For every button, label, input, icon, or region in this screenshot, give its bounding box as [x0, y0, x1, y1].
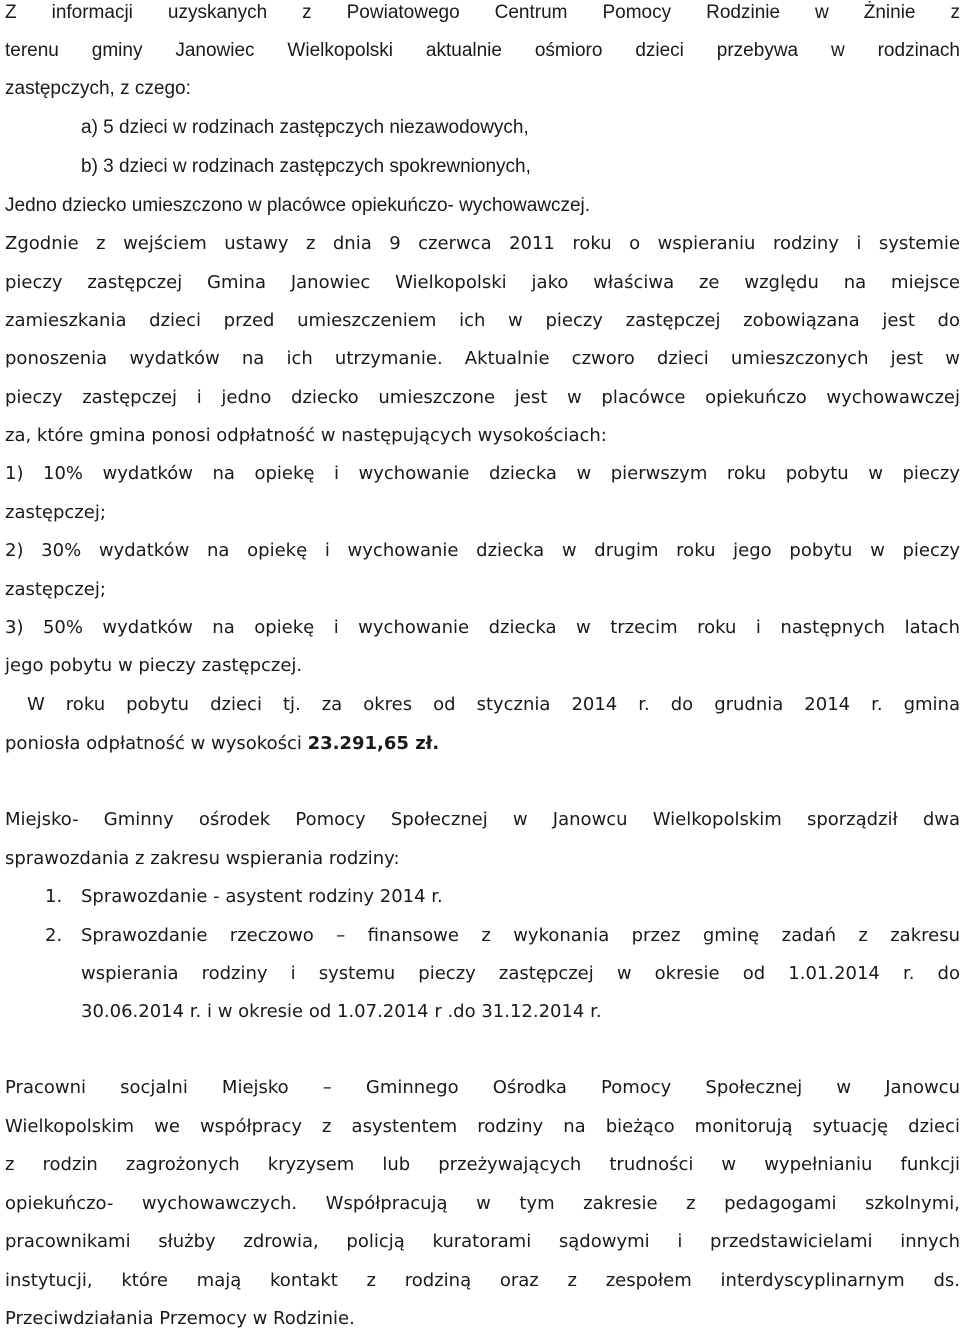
report-item-2-cont: wspierania rodziny i systemu pieczy zastępczej w okresie od 1.01.2014 r. do: [81, 963, 960, 984]
list-item-a: a) 5 dzieci w rodzinach zastępczych niezawodowych,: [81, 117, 529, 138]
paragraph-line: opiekuńczo- wychowawczych. Współpracują w tym zakresie z pedagogami szkolnymi,: [5, 1193, 960, 1214]
paragraph-line: zamieszkania dzieci przed umieszczeniem ich w pieczy zastępczej zobowiązana jest do: [5, 310, 960, 331]
paragraph-line: pracownikami służby zdrowia, policją kuratorami sądowymi i przedstawicielami innych: [5, 1231, 960, 1252]
paragraph-line: Wielkopolskim we współpracy z asystentem rodziny na bieżąco monitorują sytuację dzieci: [5, 1116, 960, 1137]
intro-line-3: zastępczych, z czego:: [5, 78, 191, 99]
paragraph-line: Przeciwdziałania Przemocy w Rodzinie.: [5, 1308, 355, 1329]
paragraph-line: pieczy zastępczej Gmina Janowiec Wielkopolski jako właściwa ze względu na miejsce: [5, 272, 960, 293]
list-item-1-cont: zastępczej;: [5, 502, 106, 523]
list-item-3-cont: jego pobytu w pieczy zastępczej.: [5, 655, 303, 676]
intro-line-2: terenu gminy Janowiec Wielkopolski aktualnie ośmioro dzieci przebywa w rodzinach: [5, 40, 960, 61]
list-item-2: 2) 30% wydatków na opiekę i wychowanie dziecka w drugim roku jego pobytu w pieczy: [5, 540, 960, 561]
intro-line-1: Z informacji uzyskanych z Powiatowego Centrum Pomocy Rodzinie w Żninie z: [5, 2, 960, 23]
paragraph-line: sprawozdania z zakresu wspierania rodziny:: [5, 848, 400, 869]
closing-line: Jedno dziecko umieszczono w placówce opiekuńczo- wychowawczej.: [5, 195, 591, 216]
numbered-marker-2: 2.: [45, 925, 63, 946]
summary-line-1: W roku pobytu dzieci tj. za okres od stycznia 2014 r. do grudnia 2014 r. gmina: [27, 694, 960, 715]
report-item-1: Sprawozdanie - asystent rodziny 2014 r.: [81, 886, 443, 907]
summary-amount: 23.291,65 zł.: [307, 733, 440, 754]
summary-line-2: [5, 733, 439, 754]
report-item-2-cont: 30.06.2014 r. i w okresie od 1.07.2014 r .do 31.12.2014 r.: [81, 1001, 602, 1022]
summary-prefix: poniosła odpłatność w wysokości: [5, 733, 308, 754]
paragraph-line: Miejsko- Gminny ośrodek Pomocy Społecznej w Janowcu Wielkopolskim sporządził dwa: [5, 809, 960, 830]
paragraph-line: z rodzin zagrożonych kryzysem lub przeżywających trudności w wypełnianiu funkcji: [5, 1154, 960, 1175]
paragraph-line: ponoszenia wydatków na ich utrzymanie. Aktualnie czworo dzieci umieszczonych jest w: [5, 348, 960, 369]
report-item-2: Sprawozdanie rzeczowo – finansowe z wykonania przez gminę zadań z zakresu: [81, 925, 960, 946]
paragraph-line: Pracowni socjalni Miejsko – Gminnego Ośrodka Pomocy Społecznej w Janowcu: [5, 1077, 960, 1098]
paragraph-line: pieczy zastępczej i jedno dziecko umieszczone jest w placówce opiekuńczo wychowawczej: [5, 387, 960, 408]
numbered-marker-1: 1.: [45, 886, 63, 907]
paragraph-line: Zgodnie z wejściem ustawy z dnia 9 czerwca 2011 roku o wspieraniu rodziny i systemie: [5, 233, 960, 254]
paragraph-line: instytucji, które mają kontakt z rodziną oraz z zespołem interdyscyplinarnym ds.: [5, 1270, 960, 1291]
list-item-2-cont: zastępczej;: [5, 579, 106, 600]
list-item-b: b) 3 dzieci w rodzinach zastępczych spokrewnionych,: [81, 156, 531, 177]
paragraph-line: za, które gmina ponosi odpłatność w następujących wysokościach:: [5, 425, 607, 446]
list-item-1: 1) 10% wydatków na opiekę i wychowanie dziecka w pierwszym roku pobytu w pieczy: [5, 463, 960, 484]
list-item-3: 3) 50% wydatków na opiekę i wychowanie dziecka w trzecim roku i następnych latach: [5, 617, 960, 638]
